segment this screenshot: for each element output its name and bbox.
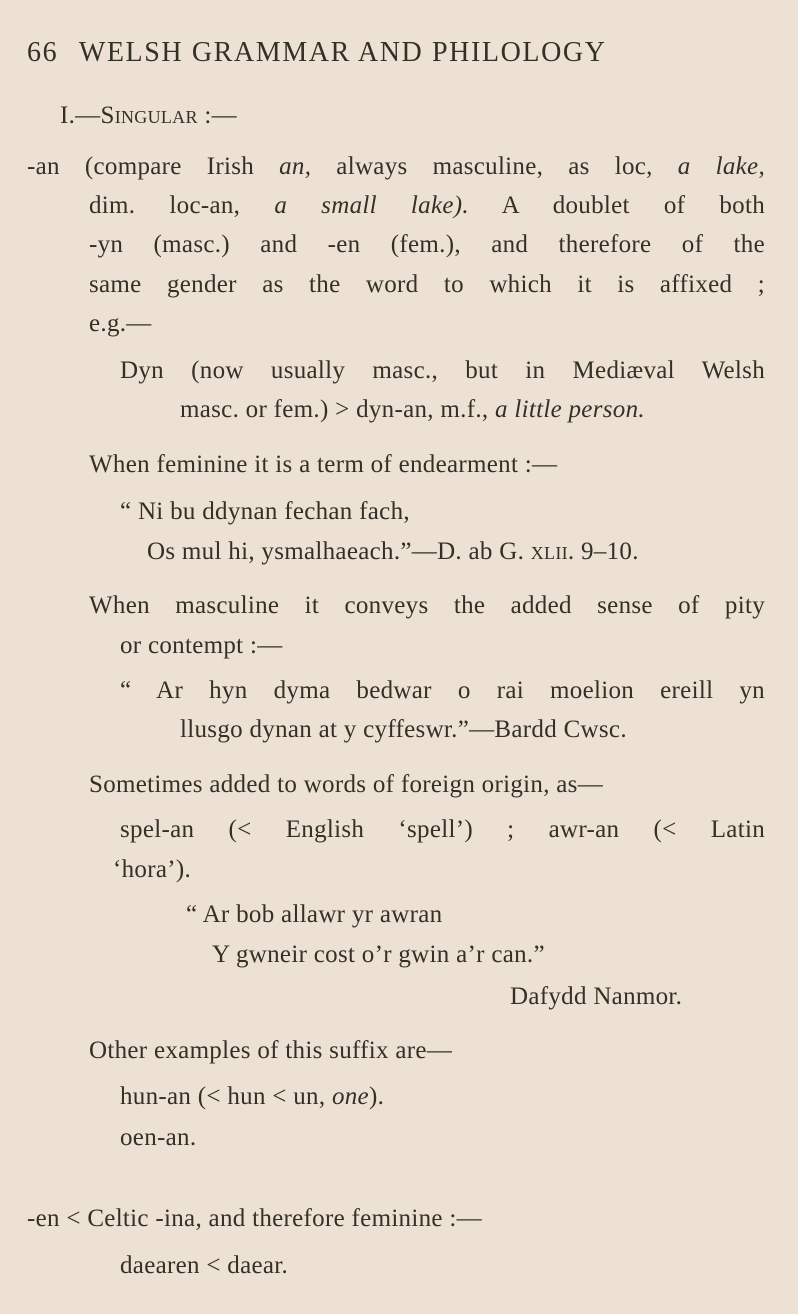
entry-en-line-2: daearen < daear. xyxy=(120,1252,289,1279)
foreign-quote-line-2: Y gwneir cost o’r gwin a’r can.” xyxy=(212,941,545,968)
entry-an-line-1: -an (compare Irish an, always masculine, as loc, a lake, xyxy=(27,153,765,180)
entry-en-line-1: -en < Celtic -ina, and therefore feminine :— xyxy=(27,1205,482,1232)
contempt-intro-line-2: or contempt :— xyxy=(120,632,283,659)
other-example-2: oen-an. xyxy=(120,1124,197,1151)
entry-an-line-4: same gender as the word to which it is affixed ; xyxy=(89,271,765,298)
foreign-example-line-2: ‘hora’). xyxy=(113,856,192,883)
other-intro: Other examples of this suffix are— xyxy=(89,1037,453,1064)
foreign-intro: Sometimes added to words of foreign origin, as— xyxy=(89,771,604,798)
contempt-quote-line-1: “ Ar hyn dyma bedwar o rai moelion ereill yn xyxy=(120,677,765,704)
endearment-quote-line-2: Os mul hi, ysmalhaeach.”—D. ab G. xlii. 9–10. xyxy=(147,538,639,565)
entry-an-line-3: -yn (masc.) and -en (fem.), and therefore of the xyxy=(89,231,765,258)
entry-an-line-5: e.g.— xyxy=(89,310,152,337)
endearment-quote-line-1: “ Ni bu ddynan fechan fach, xyxy=(120,498,410,525)
endearment-intro: When feminine it is a term of endearment :— xyxy=(89,451,558,478)
entry-an-line-2: dim. loc-an, a small lake). A doublet of both xyxy=(89,192,765,219)
running-header xyxy=(27,38,607,68)
section-heading-word: Singular xyxy=(100,102,198,129)
section-heading: I.—Singular :— xyxy=(60,102,237,129)
running-title: WELSH GRAMMAR AND PHILOLOGY xyxy=(78,37,607,68)
page-number: 66 xyxy=(27,37,59,68)
entry-an-line-7: masc. or fem.) > dyn-an, m.f., a little person. xyxy=(180,396,645,423)
other-example-1: hun-an (< hun < un, one). xyxy=(120,1083,385,1110)
foreign-attribution: Dafydd Nanmor. xyxy=(510,983,683,1010)
entry-an-line-6: Dyn (now usually masc., but in Mediæval Welsh xyxy=(120,357,765,384)
foreign-quote-line-1: “ Ar bob allawr yr awran xyxy=(186,901,443,928)
contempt-quote-line-2: llusgo dynan at y cyffeswr.”—Bardd Cwsc. xyxy=(180,716,627,743)
contempt-intro-line-1: When masculine it conveys the added sense of pity xyxy=(89,592,765,619)
foreign-example-line-1: spel-an (< English ‘spell’) ; awr-an (< Latin xyxy=(120,816,765,843)
